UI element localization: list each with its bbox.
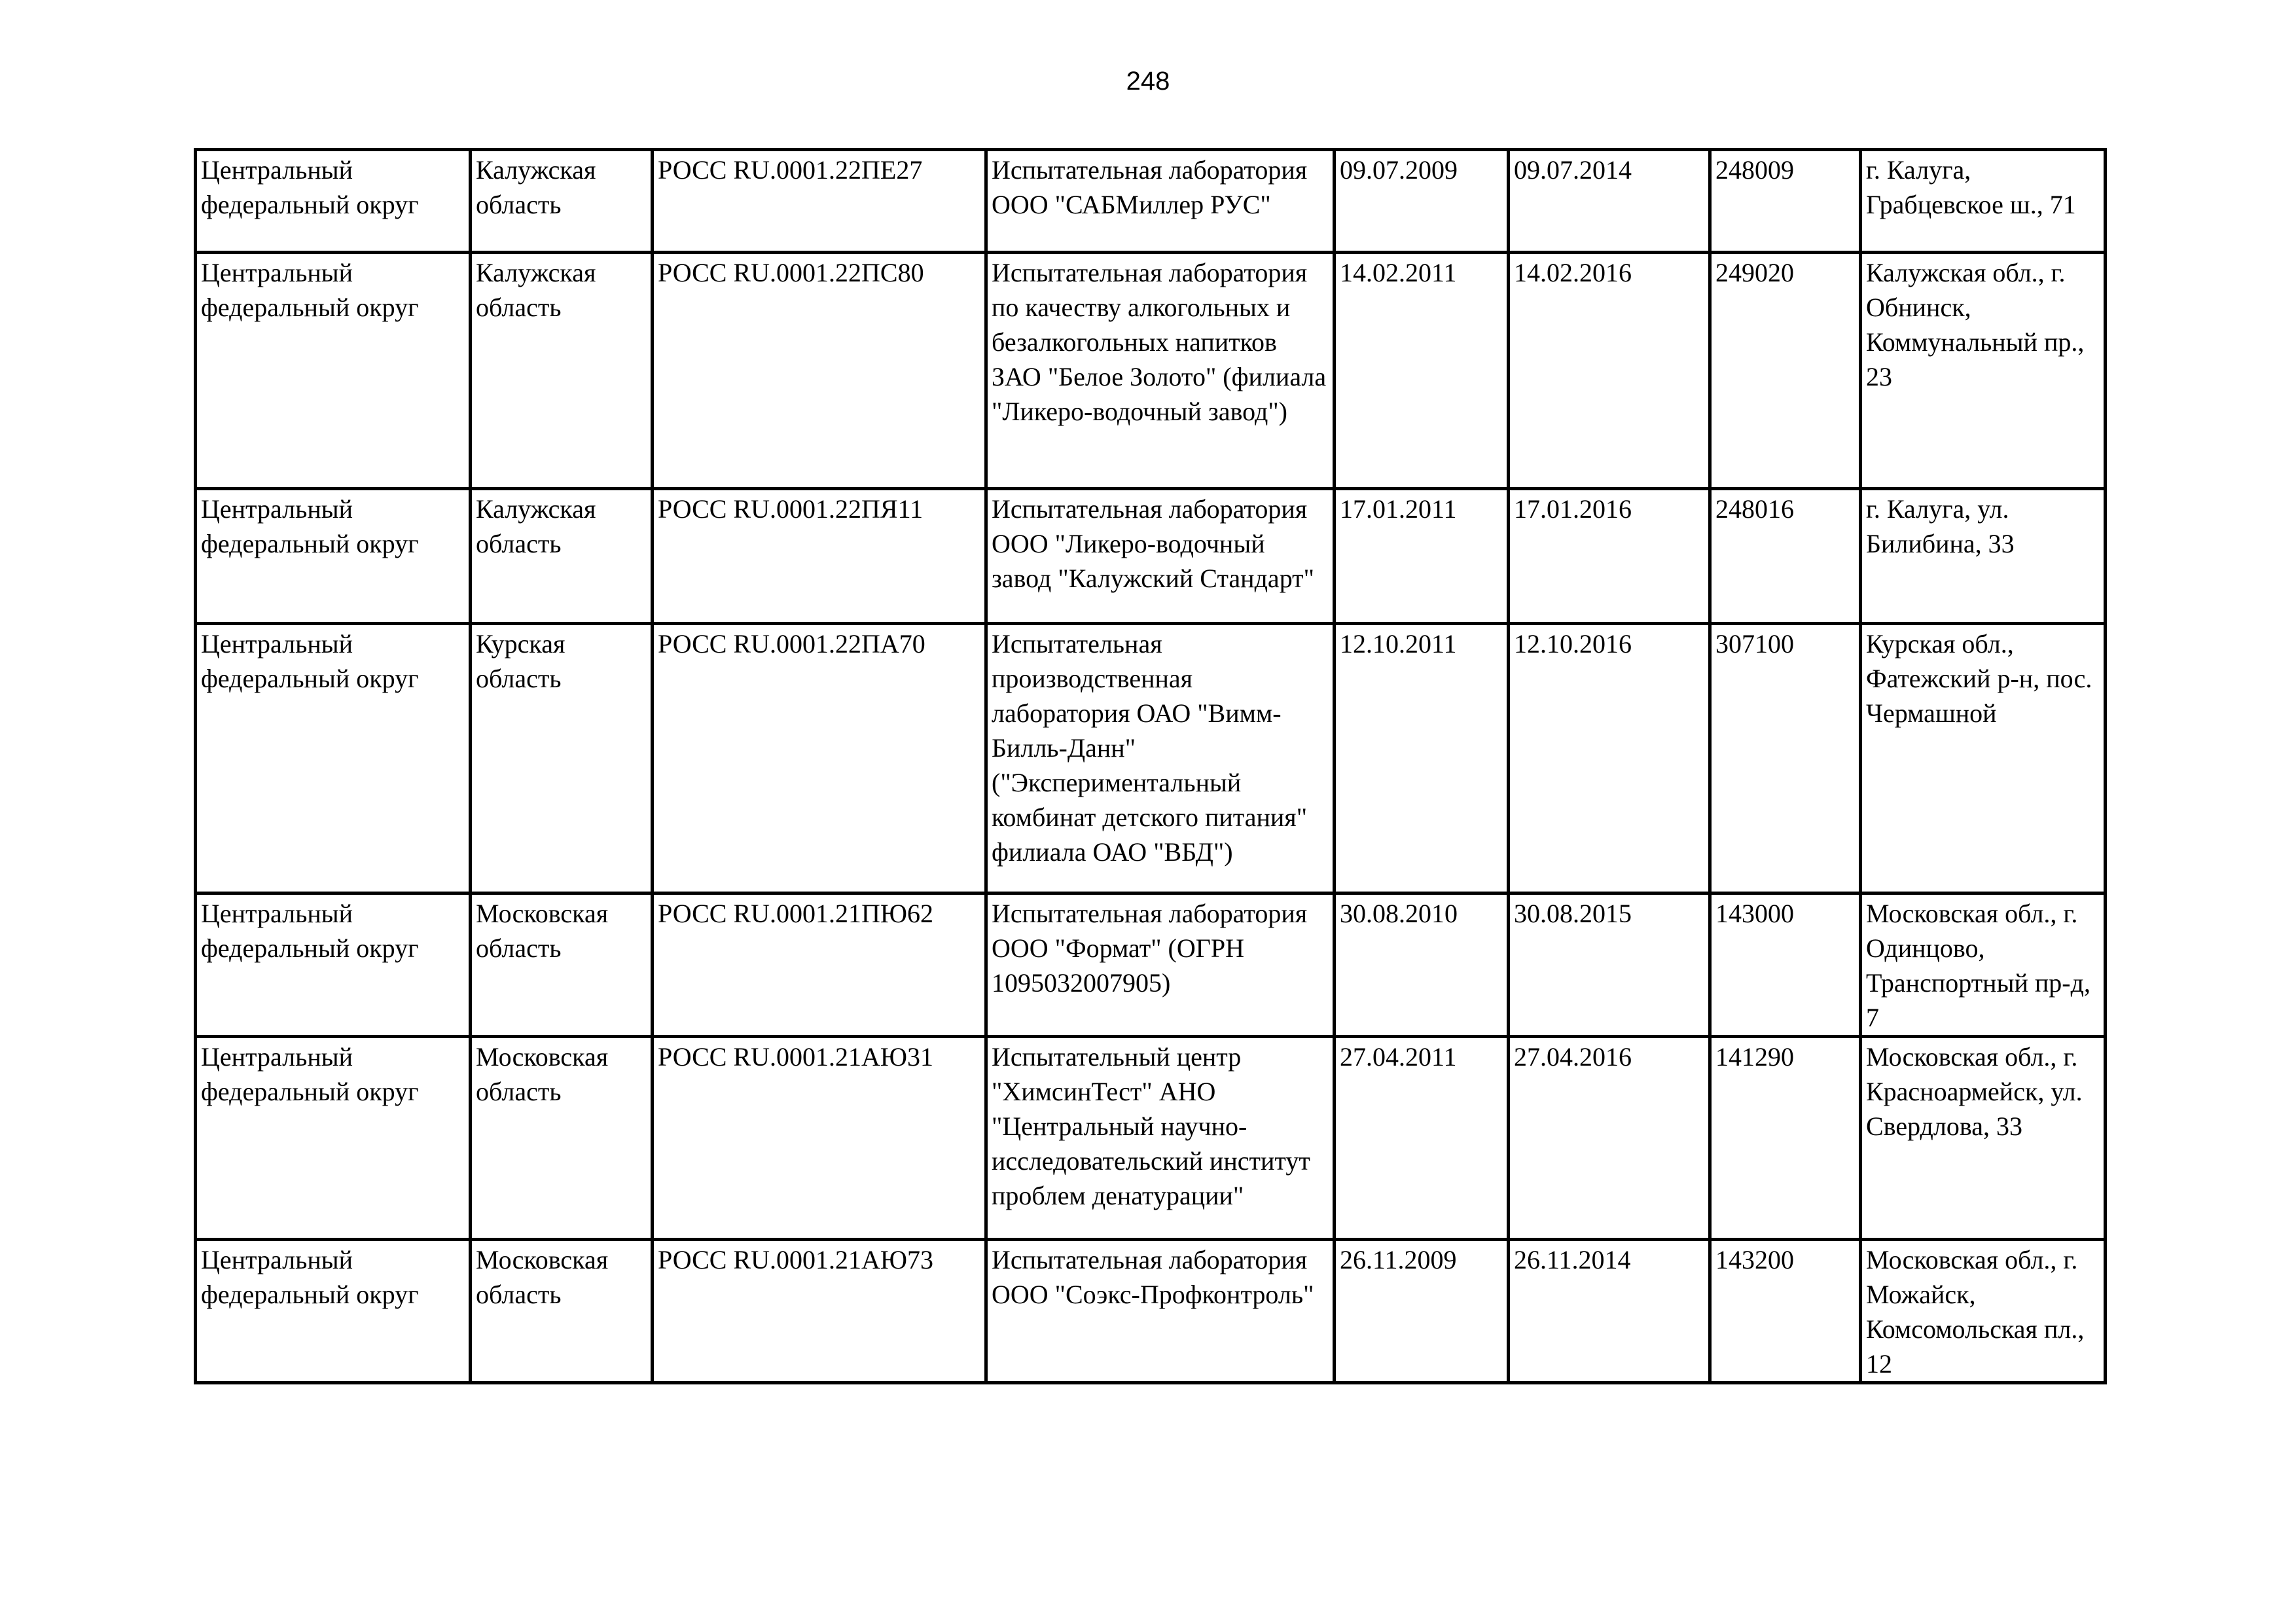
- region-cell: Московская область: [471, 1037, 653, 1240]
- address-cell: Московская обл., г. Можайск, Комсомольская пл., 12: [1861, 1240, 2106, 1383]
- registration-number-cell: РОСС RU.0001.22ПЯ11: [653, 489, 986, 624]
- table-row: [196, 489, 2106, 624]
- date-to-cell: 14.02.2016: [1509, 253, 1710, 489]
- table-row: [196, 253, 2106, 489]
- postal-code-cell: 248009: [1710, 150, 1861, 253]
- date-to-cell: 17.01.2016: [1509, 489, 1710, 624]
- date-to-cell: 27.04.2016: [1509, 1037, 1710, 1240]
- region-cell: Калужская область: [471, 253, 653, 489]
- address-cell: Курская обл., Фатежский р-н, пос. Чермашной: [1861, 624, 2106, 893]
- laboratory-name-cell: Испытательная лаборатория ООО "САБМиллер РУС": [986, 150, 1335, 253]
- postal-code-cell: 141290: [1710, 1037, 1861, 1240]
- registration-number-cell: РОСС RU.0001.21ПЮ62: [653, 893, 986, 1037]
- laboratory-registry-table: [194, 148, 2107, 1384]
- address-cell: г. Калуга, ул. Билибина, 33: [1861, 489, 2106, 624]
- table-row: [196, 150, 2106, 253]
- district-cell: Центральный федеральный округ: [196, 624, 471, 893]
- date-to-cell: 30.08.2015: [1509, 893, 1710, 1037]
- address-cell: Московская обл., г. Одинцово, Транспортный пр-д, 7: [1861, 893, 2106, 1037]
- date-from-cell: 30.08.2010: [1335, 893, 1509, 1037]
- laboratory-name-cell: Испытательная производственная лаборатория ОАО "Вимм-Билль-Данн" ("Экспериментальный комбинат детского питания" филиала ОАО "ВБД"): [986, 624, 1335, 893]
- district-cell: Центральный федеральный округ: [196, 893, 471, 1037]
- district-cell: Центральный федеральный округ: [196, 253, 471, 489]
- registration-number-cell: РОСС RU.0001.22ПЕ27: [653, 150, 986, 253]
- date-from-cell: 17.01.2011: [1335, 489, 1509, 624]
- date-from-cell: 27.04.2011: [1335, 1037, 1509, 1240]
- district-cell: Центральный федеральный округ: [196, 489, 471, 624]
- date-from-cell: 09.07.2009: [1335, 150, 1509, 253]
- district-cell: Центральный федеральный округ: [196, 1240, 471, 1383]
- date-from-cell: 26.11.2009: [1335, 1240, 1509, 1383]
- registration-number-cell: РОСС RU.0001.21АЮ31: [653, 1037, 986, 1240]
- date-from-cell: 12.10.2011: [1335, 624, 1509, 893]
- postal-code-cell: 248016: [1710, 489, 1861, 624]
- region-cell: Московская область: [471, 893, 653, 1037]
- registration-number-cell: РОСС RU.0001.21АЮ73: [653, 1240, 986, 1383]
- laboratory-name-cell: Испытательный центр "ХимсинТест" АНО "Центральный научно-исследовательский институт проблем денатурации": [986, 1037, 1335, 1240]
- table-row: [196, 1037, 2106, 1240]
- laboratory-name-cell: Испытательная лаборатория ООО "Соэкс-Профконтроль": [986, 1240, 1335, 1383]
- table-row: [196, 1240, 2106, 1383]
- postal-code-cell: 143200: [1710, 1240, 1861, 1383]
- postal-code-cell: 143000: [1710, 893, 1861, 1037]
- page-number: 248: [1126, 67, 1170, 96]
- date-to-cell: 26.11.2014: [1509, 1240, 1710, 1383]
- region-cell: Калужская область: [471, 150, 653, 253]
- postal-code-cell: 307100: [1710, 624, 1861, 893]
- laboratory-name-cell: Испытательная лаборатория ООО "Формат" (ОГРН 1095032007905): [986, 893, 1335, 1037]
- table-row: [196, 893, 2106, 1037]
- laboratory-name-cell: Испытательная лаборатория ООО "Ликеро-водочный завод "Калужский Стандарт": [986, 489, 1335, 624]
- district-cell: Центральный федеральный округ: [196, 1037, 471, 1240]
- address-cell: г. Калуга, Грабцевское ш., 71: [1861, 150, 2106, 253]
- date-from-cell: 14.02.2011: [1335, 253, 1509, 489]
- table-row: [196, 624, 2106, 893]
- address-cell: Калужская обл., г. Обнинск, Коммунальный пр., 23: [1861, 253, 2106, 489]
- postal-code-cell: 249020: [1710, 253, 1861, 489]
- region-cell: Курская область: [471, 624, 653, 893]
- district-cell: Центральный федеральный округ: [196, 150, 471, 253]
- date-to-cell: 09.07.2014: [1509, 150, 1710, 253]
- registration-number-cell: РОСС RU.0001.22ПА70: [653, 624, 986, 893]
- laboratory-name-cell: Испытательная лаборатория по качеству алкогольных и безалкогольных напитков ЗАО "Белое Золото" (филиала "Ликеро-водочный завод"): [986, 253, 1335, 489]
- date-to-cell: 12.10.2016: [1509, 624, 1710, 893]
- region-cell: Московская область: [471, 1240, 653, 1383]
- registration-number-cell: РОСС RU.0001.22ПС80: [653, 253, 986, 489]
- address-cell: Московская обл., г. Красноармейск, ул. Свердлова, 33: [1861, 1037, 2106, 1240]
- region-cell: Калужская область: [471, 489, 653, 624]
